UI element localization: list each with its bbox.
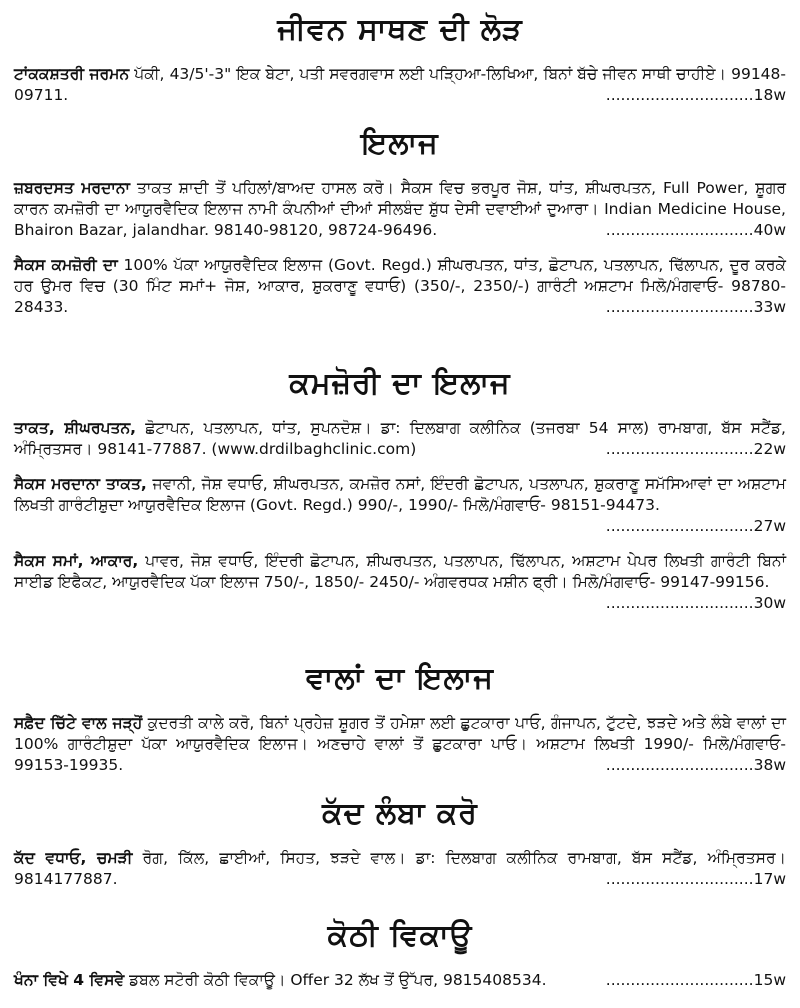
classified-ad bbox=[14, 418, 786, 460]
section-treatment bbox=[14, 126, 786, 318]
ad-code: ..............................40w bbox=[605, 221, 786, 239]
ad-text: ਜਵਾਨੀ, ਜੋਸ਼ ਵਧਾਓ, ਸ਼ੀਘਰਪਤਨ, ਕਮਜ਼ੋਰ ਨਸਾਂ, ਇੰਦਰੀ ਛੋਟਾਪਨ, ਪਤਲਾਪਨ, ਸ਼ੁਕਰਾਣੂ ਸਮੱਸਿਆਵਾਂ ਦਾ ਅਸ਼ਟਾਮ ਲਿਖਤੀ ਗਾਰੰਟੀਸ਼ੁਦਾ ਆਯੁਰਵੈਦਿਕ ਇਲਾਜ (Govt. Regd.) 990/-, 1990/- ਮਿਲੋ/ਮੰਗਵਾਓ- 98151-94473. bbox=[14, 475, 786, 514]
ad-lead: ਸੈਕਸ ਸਮਾਂ, ਆਕਾਰ, bbox=[14, 552, 139, 570]
classified-ad bbox=[14, 970, 786, 991]
ad-lead: ਸਫ਼ੈਦ ਚਿੱਟੇ ਵਾਲ ਜੜ੍ਹੋਂ bbox=[14, 714, 143, 732]
classified-ad bbox=[14, 551, 786, 612]
ad-code: ..............................38w bbox=[605, 756, 786, 774]
ad-text: ਤਾਕਤ ਸ਼ਾਦੀ ਤੋਂ ਪਹਿਲਾਂ/ਬਾਅਦ ਹਾਸਲ ਕਰੋ। ਸੈਕਸ ਵਿਚ ਭਰਪੂਰ ਜੋਸ਼, ਧਾਂਤ, ਸ਼ੀਘਰਪਤਨ, Full Power, ਸ਼ੂਗਰ ਕਾਰਨ ਕਮਜ਼ੋਰੀ ਦਾ ਆਯੁਰਵੈਦਿਕ ਇਲਾਜ ਨਾਮੀ ਕੰਪਨੀਆਂ ਦੀਆਂ ਸੀਲਬੰਦ ਸ਼ੁੱਧ ਦੇਸੀ ਦਵਾਈਆਂ ਦੁਆਰਾ। Indian Medicine House, Bhairon Bazar, jalandhar. 98140-98120, 98724-96496. bbox=[14, 179, 786, 239]
section-heading: ਕਮਜ਼ੋਰੀ ਦਾ ਇਲਾਜ bbox=[289, 366, 511, 401]
ad-lead: ਕੱਦ ਵਧਾਓ, ਚਮੜੀ bbox=[14, 849, 133, 867]
ad-code: ..............................22w bbox=[605, 440, 786, 458]
ad-lead: ਤਾਕਤ, ਸ਼ੀਘਰਪਤਨ, bbox=[14, 419, 137, 437]
classified-ad bbox=[14, 255, 786, 318]
section-life-partner bbox=[14, 12, 786, 106]
ad-code: ..............................15w bbox=[605, 971, 786, 989]
section-hair-treatment bbox=[14, 661, 786, 776]
ad-text: ਪੱਕੀ, 43/5'-3" ਇਕ ਬੇਟਾ, ਪਤੀ ਸਵਰਗਵਾਸ ਲਈ ਪੜ੍ਹਿਆ-ਲਿਖਿਆ, ਬਿਨਾਂ ਬੱਚੇ ਜੀਵਨ ਸਾਥੀ ਚਾਹੀਏ। 99148-09711. bbox=[14, 65, 787, 104]
ad-lead: ਸੈਕਸ ਕਮਜ਼ੋਰੀ ਦਾ bbox=[14, 256, 118, 274]
section-heading: ਵਾਲਾਂ ਦਾ ਇਲਾਜ bbox=[306, 661, 494, 696]
classified-ad bbox=[14, 64, 786, 106]
ad-text: ਕੁਦਰਤੀ ਕਾਲੇ ਕਰੋ, ਬਿਨਾਂ ਪ੍ਰਹੇਜ਼ ਸ਼ੂਗਰ ਤੋਂ ਹਮੇਸ਼ਾ ਲਈ ਛੁਟਕਾਰਾ ਪਾਓ, ਗੰਜਾਪਨ, ਟੁੱਟਦੇ, ਝੜਦੇ ਅਤੇ ਲੰਬੇ ਵਾਲਾਂ ਦਾ 100% ਗਾਰੰਟੀਸ਼ੁਦਾ ਪੱਕਾ ਆਯੁਰਵੈਦਿਕ ਇਲਾਜ। ਅਣਚਾਹੇ ਵਾਲਾਂ ਤੋਂ ਛੁਟਕਾਰਾ ਪਾਓ। ਅਸ਼ਟਾਮ ਲਿਖਤੀ 1990/- ਮਿਲੋ/ਮੰਗਵਾਓ- 99153-19935. bbox=[14, 714, 786, 774]
classified-ad bbox=[14, 848, 786, 890]
section-heading: ਇਲਾਜ bbox=[361, 126, 439, 161]
ad-code: ..............................17w bbox=[605, 870, 786, 888]
ad-text: ਛੋਟਾਪਨ, ਪਤਲਾਪਨ, ਧਾਂਤ, ਸੁਪਨਦੋਸ਼। ਡਾ: ਦਿਲਬਾਗ ਕਲੀਨਿਕ (ਤਜਰਬਾ 54 ਸਾਲ) ਰਾਮਬਾਗ, ਬੱਸ ਸਟੈਂਡ, ਅੰਮ੍ਰਿਤਸਰ। 98141-77887. (www.drdilbaghclinic.com) bbox=[14, 419, 786, 458]
ad-text: ਡਬਲ ਸਟੋਰੀ ਕੋਠੀ ਵਿਕਾਊ। Offer 32 ਲੱਖ ਤੋਂ ਉੱਪਰ, 9815408534. bbox=[124, 971, 547, 989]
ad-code: ..............................30w bbox=[605, 594, 786, 612]
ad-text: 100% ਪੱਕਾ ਆਯੁਰਵੈਦਿਕ ਇਲਾਜ (Govt. Regd.) ਸ਼ੀਘਰਪਤਨ, ਧਾਂਤ, ਛੋਟਾਪਨ, ਪਤਲਾਪਨ, ਢਿੱਲਾਪਨ, ਦੂਰ ਕਰਕੇ ਹਰ ਉਮਰ ਵਿਚ (30 ਮਿੰਟ ਸਮਾਂ+ ਜੋਸ਼, ਆਕਾਰ, ਸ਼ੁਕਰਾਣੂ ਵਧਾਓ) (350/-, 2350/-) ਗਾਰੰਟੀ ਅਸ਼ਟਾਮ ਮਿਲੋ/ਮੰਗਵਾਓ- 98780-28433. bbox=[14, 256, 786, 316]
ad-lead: ਖੰਨਾ ਵਿਖੇ 4 ਵਿਸਵੇ bbox=[14, 971, 125, 989]
classified-ad bbox=[14, 713, 786, 776]
classified-ad bbox=[14, 178, 786, 241]
ad-lead: ਟਾਂਕਕਸ਼ਤਰੀ ਜਰਮਨ bbox=[14, 65, 130, 83]
section-heading: ਜੀਵਨ ਸਾਥਣ ਦੀ ਲੋੜ bbox=[277, 12, 523, 47]
ad-text: ਪਾਵਰ, ਜੋਸ਼ ਵਧਾਓ, ਇੰਦਰੀ ਛੋਟਾਪਨ, ਸ਼ੀਘਰਪਤਨ, ਪਤਲਾਪਨ, ਢਿੱਲਾਪਨ, ਅਸ਼ਟਾਮ ਪੇਪਰ ਲਿਖਤੀ ਗਾਰੰਟੀ ਬਿਨਾਂ ਸਾਈਡ ਇਫੈਕਟ, ਆਯੁਰਵੈਦਿਕ ਪੱਕਾ ਇਲਾਜ 750/-, 1850/- 2450/- ਅੰਗਵਰਧਕ ਮਸ਼ੀਨ ਫ੍ਰੀ। ਮਿਲੋ/ਮੰਗਵਾਓ- 99147-99156. bbox=[14, 552, 786, 591]
section-height-increase bbox=[14, 796, 786, 890]
ad-code: ..............................18w bbox=[605, 86, 786, 104]
ad-lead: ਜ਼ਬਰਦਸਤ ਮਰਦਾਨਾ bbox=[14, 179, 130, 197]
ad-code: ..............................33w bbox=[605, 298, 786, 316]
ad-text: ਰੋਗ, ਕਿੱਲ, ਛਾਈਆਂ, ਸਿਹਤ, ਝੜਦੇ ਵਾਲ। ਡਾ: ਦਿਲਬਾਗ ਕਲੀਨਿਕ ਰਾਮਬਾਗ, ਬੱਸ ਸਟੈਂਡ, ਅੰਮ੍ਰਿਤਸਰ। 9814177887. bbox=[14, 849, 787, 888]
ad-code: ..............................27w bbox=[605, 517, 786, 535]
classified-ad bbox=[14, 474, 786, 535]
section-weakness-treatment bbox=[14, 366, 786, 614]
ad-lead: ਸੈਕਸ ਮਰਦਾਨਾ ਤਾਕਤ, bbox=[14, 475, 147, 493]
section-house-for-sale bbox=[14, 918, 786, 991]
section-heading: ਕੱਦ ਲੰਬਾ ਕਰੋ bbox=[322, 796, 478, 831]
section-heading: ਕੋਠੀ ਵਿਕਾਊ bbox=[327, 918, 473, 953]
